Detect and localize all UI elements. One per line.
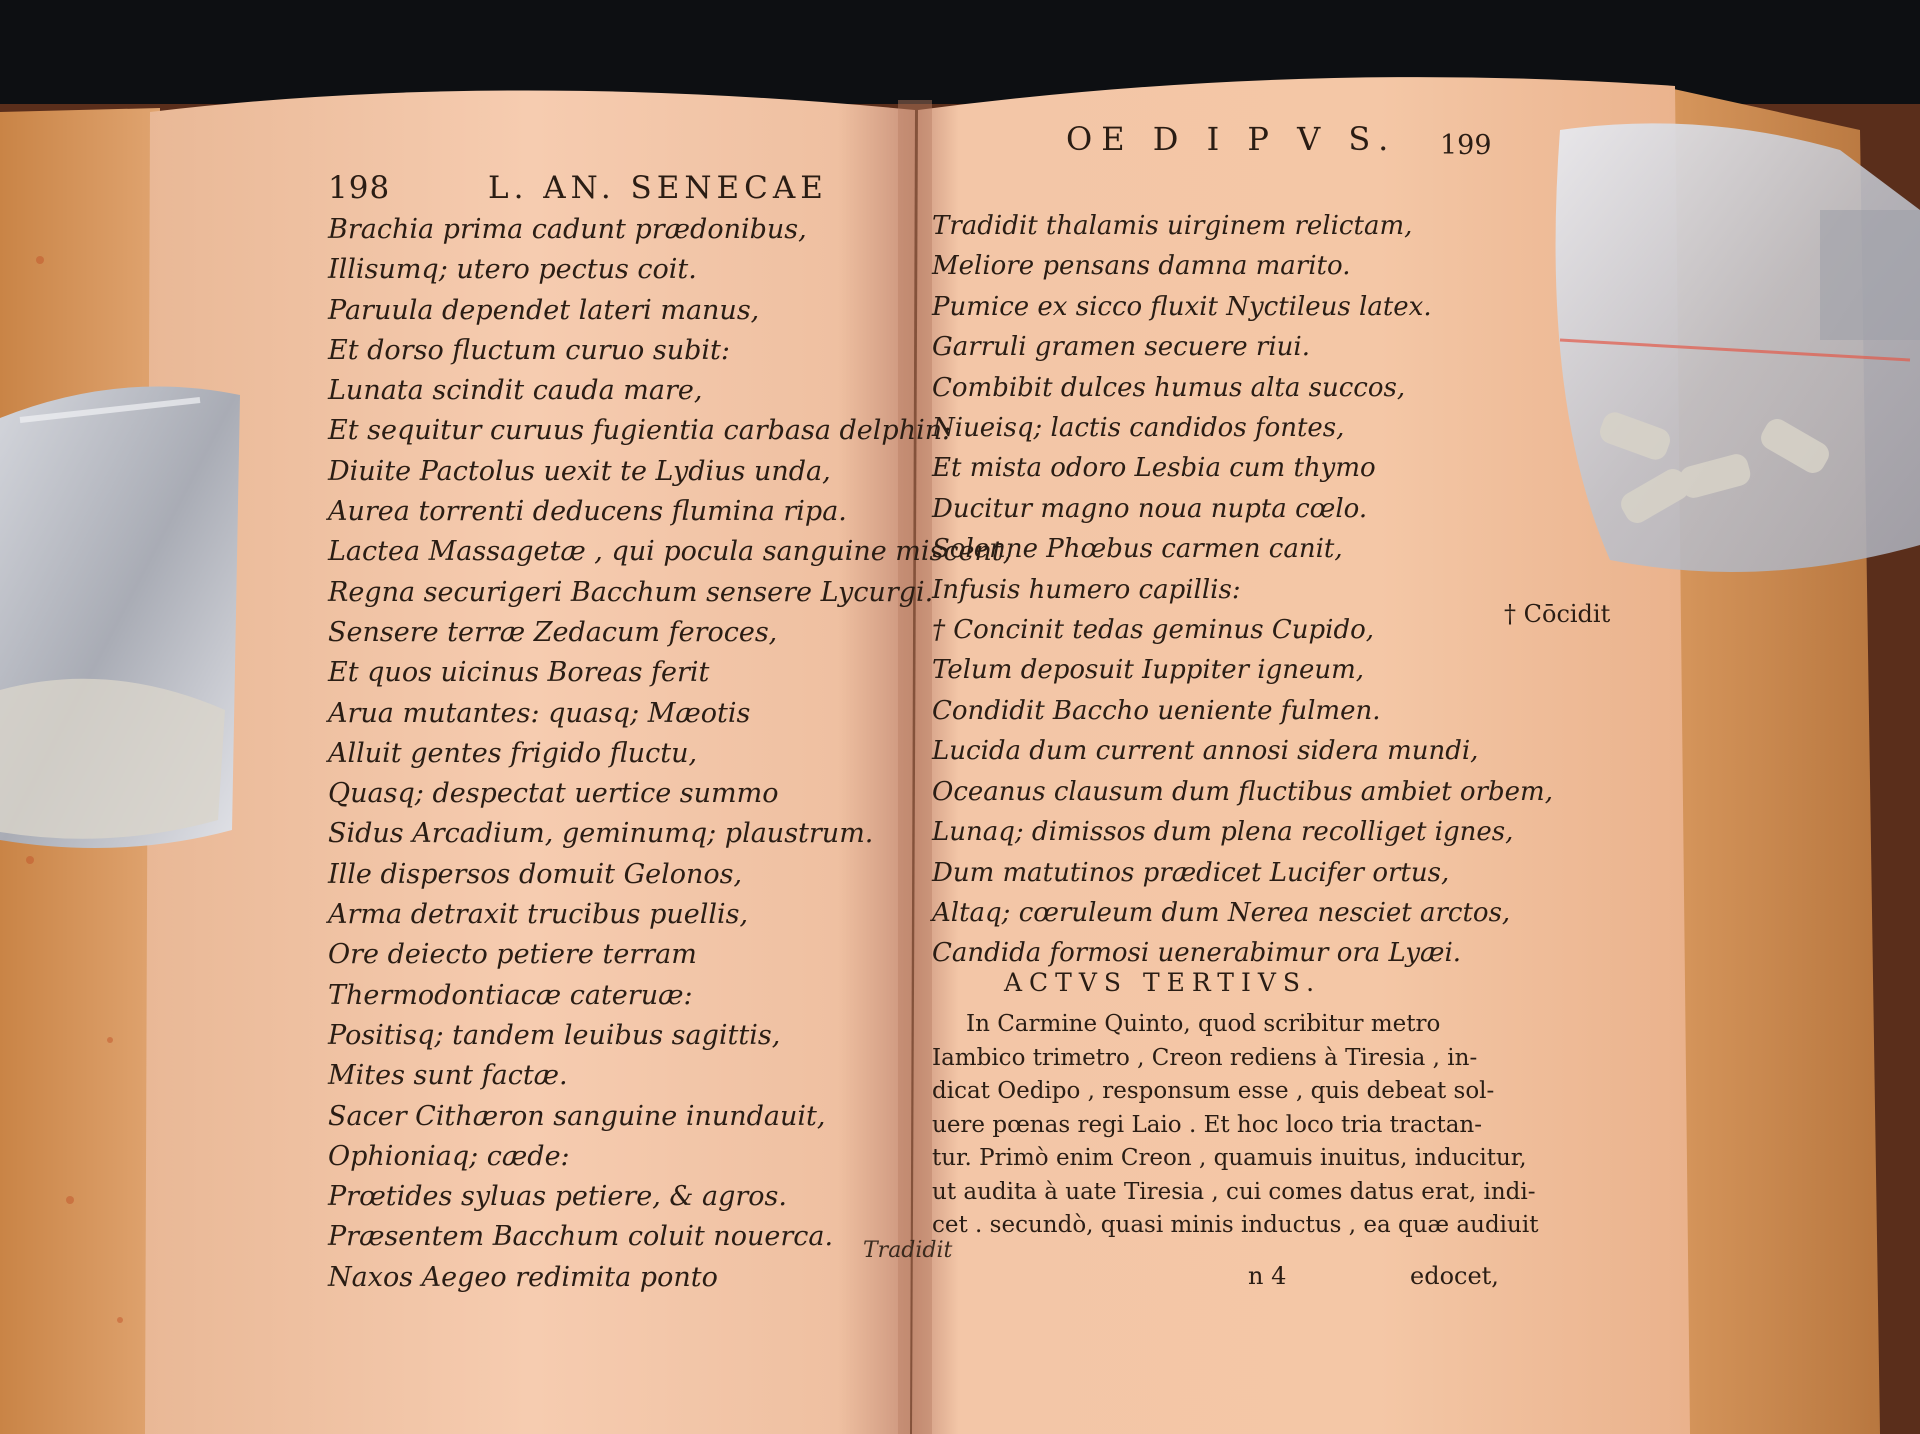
prose-line: uere pœnas regi Laio . Et hoc loco tria tractan- (932, 1111, 1482, 1138)
verse-line: Niueisq; lactis candidos fontes, (932, 413, 1345, 444)
verse-line: Et mista odoro Lesbia cum thymo (932, 453, 1376, 484)
verse-line: Brachia prima cadunt prædonibus, (328, 214, 807, 245)
prose-line: dicat Oedipo , responsum esse , quis debeat sol- (932, 1078, 1495, 1104)
verse-line: Infusis humero capillis: (932, 574, 1241, 605)
argument-prose (932, 1008, 1539, 1243)
verse-line: Altaq; cœruleum dum Nerea nesciet arctos, (932, 897, 1511, 928)
right-running-head (932, 120, 1532, 160)
verse-line: Illisumq; utero pectus coit. (328, 254, 697, 286)
prose-line: cet . secundò, quasi minis inductus , ea quæ audiuit (932, 1212, 1539, 1238)
verse-line: Lucida dum current annosi sidera mundi, (932, 736, 1479, 767)
verse-line: Alluit gentes frigido fluctu, (328, 737, 698, 769)
verse-line: Prœtides syluas petiere, & agros. (328, 1181, 787, 1213)
verse-line: Paruula dependet lateri manus, (328, 294, 760, 326)
verse-line: Tradidit thalamis uirginem relictam, (932, 211, 1413, 241)
verse-line: Et sequitur curuus fugientia carbasa delphin: (328, 415, 952, 447)
marginal-note: † Cōcidit (1504, 600, 1611, 628)
prose-line: ut audita à uate Tiresia , cui comes datus erat, indi- (932, 1178, 1536, 1205)
verse-line: Arma detraxit trucibus puellis, (328, 899, 749, 931)
left-running-title: L. AN. SENECAE (488, 170, 828, 206)
verse-line: Thermodontiacæ cateruæ: (328, 979, 693, 1011)
right-bag-weight (1556, 123, 1920, 572)
left-verse-lines (328, 210, 1011, 1298)
verse-line: Sidus Arcadium, geminumq; plaustrum. (328, 818, 874, 850)
verse-line: Naxos Aegeo redimita ponto (328, 1261, 718, 1293)
verse-line: Oceanus clausum dum fluctibus ambiet orbem, (932, 776, 1553, 807)
right-verse-lines (932, 206, 1553, 974)
verse-line: Ducitur magno noua nupta cœlo. (932, 493, 1368, 524)
verse-line: Garruli gramen secuere riui. (932, 332, 1310, 363)
verse-line: Combibit dulces humus alta succos, (932, 372, 1406, 403)
verse-line: Aurea torrenti deducens flumina ripa. (328, 496, 847, 528)
verse-line: Lactea Massagetæ , qui pocula sanguine miscent, (328, 536, 1012, 568)
verse-line: Præsentem Bacchum coluit nouerca. (328, 1221, 834, 1253)
signature-mark: n 4 (1248, 1262, 1287, 1290)
verse-line: Regna securigeri Bacchum sensere Lycurgi. (328, 576, 934, 608)
verse-line: Et quos uicinus Boreas ferit (328, 657, 710, 689)
verse-line: Ore deiecto petiere terram (328, 939, 697, 971)
verse-line: Et dorso fluctum curuo subit: (328, 334, 730, 366)
verse-line: Ophioniaq; cæde: (328, 1140, 570, 1172)
verse-line: Arua mutantes: quasq; Mæotis (328, 697, 751, 729)
verse-line: Candida formosi uenerabimur ora Lyæi. (932, 938, 1462, 969)
left-running-head (328, 168, 888, 208)
verse-line: † Concinit tedas geminus Cupido, (932, 615, 1375, 646)
left-tape-weight (0, 386, 240, 848)
verse-line: Condidit Baccho ueniente fulmen. (932, 695, 1381, 726)
verse-line: Ille dispersos domuit Gelonos, (328, 858, 743, 890)
verse-line: Lunaq; dimissos dum plena recolliget ignes, (932, 817, 1514, 848)
verse-line: Diuite Pactolus uexit te Lydius unda, (328, 455, 831, 487)
prose-line: Iambico trimetro , Creon rediens à Tiresia , in- (932, 1044, 1478, 1071)
verse-line: Meliore pensans damna marito. (932, 251, 1351, 282)
verse-line: Positisq; tandem leuibus sagittis, (328, 1019, 781, 1051)
left-page-number: 198 (328, 170, 391, 206)
prose-line: In Carmine Quinto, quod scribitur metro (966, 1011, 1441, 1037)
act-heading: ACTVS TERTIVS. (1004, 968, 1322, 997)
verse-line: Sacer Cithæron sanguine inundauit, (328, 1100, 826, 1132)
verse-line: Solenne Phœbus carmen canit, (932, 534, 1343, 565)
verse-line: Quasq; despectat uertice summo (328, 778, 779, 810)
right-page-number: 199 (1440, 130, 1492, 161)
left-catchword: Tradidit (863, 1238, 953, 1263)
prose-line: tur. Primò enim Creon , quamuis inuitus, inducitur, (932, 1145, 1527, 1171)
right-running-title: OE D I P V S. (1066, 120, 1398, 158)
verse-line: Mites sunt factæ. (328, 1060, 568, 1092)
verse-line: Sensere terræ Zedacum feroces, (328, 616, 778, 648)
verse-line: Pumice ex sicco fluxit Nyctileus latex. (932, 291, 1432, 322)
verse-line: Dum matutinos prædicet Lucifer ortus, (932, 857, 1450, 888)
verse-line: Lunata scindit cauda mare, (328, 375, 703, 407)
verse-line: Telum deposuit Iuppiter igneum, (932, 655, 1365, 686)
right-catchword: edocet, (1410, 1262, 1499, 1290)
